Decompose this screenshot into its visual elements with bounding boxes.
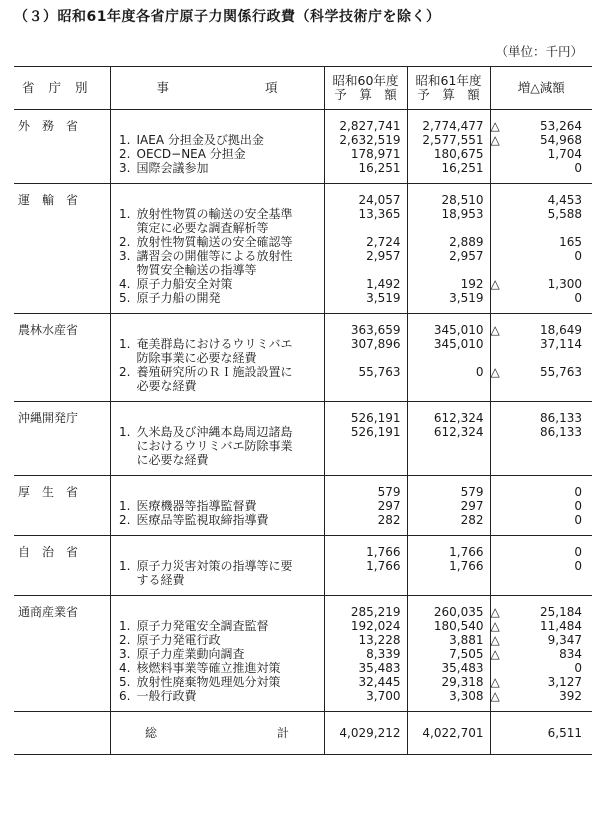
decrease-mark: △ [490,675,500,689]
header-fy60 [324,67,407,110]
item-text-line: 放射性物質輸送の安全確認等 [136,235,293,249]
item-text [137,337,293,365]
change-line [491,365,583,393]
fy61-value: 0 [475,365,484,379]
item-entry [111,689,324,703]
change-value: 0 [574,661,582,675]
header-fy61-line1: 昭和61年度 [415,73,482,88]
item-number: 6. [119,689,131,703]
change-line [491,207,583,235]
item-text-line: 原子力船安全対策 [136,277,233,291]
dept-name: 通商産業省 [18,605,79,619]
dept-row [14,184,592,314]
decrease-mark [491,485,505,499]
change-subtotal [491,545,583,559]
dept-name: 運 輸 省 [18,193,79,207]
item-number: 3. [119,647,131,661]
fy61-value: 297 [460,499,484,513]
fy60-subtotal: 1,766 [366,545,401,559]
item-text-line: 原子力産業動向調査 [136,647,245,661]
change-value: 5,588 [547,207,582,221]
fy60-value: 2,724 [366,235,401,249]
item-entry [111,661,324,675]
decrease-mark [491,661,505,675]
item-text [137,559,293,587]
decrease-mark [491,235,505,249]
change-cell [490,184,592,314]
item-number: 3. [119,249,131,263]
fy61-value: 2,889 [449,235,484,249]
decrease-mark [491,249,505,277]
fy61-subtotal: 28,510 [441,193,484,207]
fy60-cell [324,402,407,476]
change-value: 392 [559,689,582,703]
fy61-value: 180,540 [433,619,484,633]
fy61-subtotal: 579 [460,485,484,499]
fy60-cell [324,110,407,184]
dept-row [14,110,592,184]
item-number: 4. [119,661,131,675]
fy61-subtotal: 1,766 [449,545,484,559]
change-line [491,619,583,633]
decrease-mark: △ [490,619,500,633]
item-entry [111,133,324,147]
item-spacer [111,411,324,425]
change-subtotal [491,411,583,425]
header-item [110,67,324,110]
change-subtotal [491,193,583,207]
dept-section [14,402,592,476]
decrease-mark [491,147,505,161]
item-text-line: 放射性廃棄物処理処分対策 [136,675,281,689]
item-number: 3. [119,161,131,175]
dept-section [14,596,592,712]
item-text [137,365,293,393]
fy61-subtotal: 345,010 [433,323,484,337]
grand-total-row [14,712,592,755]
header-fy61-line2: 予 算 額 [417,87,480,102]
fy61-cell [407,476,490,536]
fy60-value: 16,251 [358,161,401,175]
change-subtotal [491,323,583,337]
item-cell [110,110,324,184]
dept-row [14,402,592,476]
change-line [491,675,583,689]
decrease-mark: △ [490,633,500,647]
item-number: 1. [119,425,131,439]
item-text-line: 放射性物質の輸送の安全基準 [136,207,293,221]
dept-section [14,476,592,536]
fy60-subtotal: 526,191 [350,411,401,425]
decrease-mark: △ [490,689,500,703]
change-subtotal [491,119,583,133]
change-value: 165 [559,235,582,249]
fy61-cell [407,536,490,596]
item-spacer [111,605,324,619]
item-text [137,147,246,161]
header-change: 増△減額 [490,67,592,110]
decrease-mark: △ [490,277,500,291]
item-cell [110,476,324,536]
change-line [491,661,583,675]
fy61-value: 282 [460,513,484,527]
decrease-mark [491,513,505,527]
change-value: 9,347 [547,633,582,647]
item-text-line: する経費 [136,573,185,587]
item-number: 2. [119,235,131,249]
decrease-mark [491,291,505,305]
change-line [491,235,583,249]
item-entry [111,365,324,393]
fy60-value: 282 [377,513,401,527]
fy60-subtotal: 285,219 [350,605,401,619]
fy61-value: 345,010 [433,337,484,351]
change-line [491,633,583,647]
fy61-subtotal: 2,774,477 [422,119,484,133]
fy61-value: 29,318 [441,675,484,689]
dept-name: 沖縄開発庁 [18,411,79,425]
item-number: 2. [119,365,131,379]
page-title: （３）昭和61年度各省庁原子力関係行政費（科学技術庁を除く） [14,9,441,25]
change-line [491,161,583,175]
fy61-subtotal: 612,324 [433,411,484,425]
change-value: 0 [574,161,582,175]
item-entry [111,277,324,291]
item-text-line: 防除事業に必要な経費 [136,351,257,365]
grand-total-label: 総 計 [110,712,324,755]
item-entry [111,499,324,513]
change-line [491,147,583,161]
item-entry [111,675,324,689]
fy61-value: 3,881 [449,633,484,647]
fy60-value: 1,766 [366,559,401,573]
header-row [14,67,592,110]
item-text [137,277,233,291]
item-text-line: 原子力船の開発 [136,291,221,305]
fy61-cell [407,314,490,402]
item-text-line: 講習会の開催等による放射性 [136,249,293,263]
item-text-line: 国際会議参加 [136,161,209,175]
item-entry [111,633,324,647]
item-text [137,513,269,527]
header-item-b: 項 [265,80,278,95]
item-text [137,425,293,467]
fy61-cell [407,402,490,476]
item-entry [111,291,324,305]
fy61-value: 18,953 [441,207,484,221]
item-text-line: 医療品等監視取締指導費 [136,513,269,527]
item-text [137,689,197,703]
fy60-value: 3,519 [366,291,401,305]
item-spacer [111,485,324,499]
change-value: 55,763 [540,365,582,379]
fy61-value: 3,308 [449,689,484,703]
dept-section [14,536,592,596]
item-number: 2. [119,147,131,161]
fy61-value: 192 [460,277,484,291]
fy61-value: 3,519 [449,291,484,305]
fy60-subtotal: 579 [377,485,401,499]
fy60-value: 526,191 [350,425,401,439]
fy60-value: 35,483 [358,661,401,675]
header-fy61 [407,67,490,110]
fy61-value: 1,766 [449,559,484,573]
item-text [137,133,264,147]
dept-section [14,184,592,314]
change-value: 25,184 [540,605,582,619]
decrease-mark [491,545,505,559]
item-text [137,249,293,277]
item-spacer [111,193,324,207]
item-number: 1. [119,133,131,147]
item-text [137,207,293,235]
item-text-line: 養殖研究所のＲＩ施設設置に [136,365,293,379]
item-entry [111,147,324,161]
fy60-cell [324,476,407,536]
item-text-line: 核燃料事業等確立推進対策 [136,661,281,675]
item-text [137,647,245,661]
change-line [491,559,583,587]
fy61-value: 2,577,551 [422,133,484,147]
change-value: 0 [574,291,582,305]
change-subtotal [491,605,583,619]
fy61-value: 2,957 [449,249,484,263]
decrease-mark: △ [490,365,500,379]
item-text-line: 医療機器等指導監督費 [136,499,257,513]
item-text-line: に必要な経費 [136,453,209,467]
dept-row [14,314,592,402]
change-value: 3,127 [547,675,582,689]
item-text [137,633,221,647]
change-cell [490,536,592,596]
item-entry [111,249,324,277]
item-entry [111,619,324,633]
item-number: 1. [119,207,131,221]
item-entry [111,337,324,365]
change-value: 86,133 [540,411,582,425]
fy60-value: 55,763 [358,365,401,379]
change-line [491,249,583,277]
item-cell [110,596,324,712]
item-cell [110,536,324,596]
item-number: 2. [119,513,131,527]
item-text [137,661,281,675]
item-text-line: 原子力発電行政 [136,633,221,647]
fy60-value: 13,228 [358,633,401,647]
change-cell [490,476,592,536]
change-value: 0 [574,559,582,573]
fy60-value: 3,700 [366,689,401,703]
item-entry [111,513,324,527]
item-text-line: 原子力災害対策の指導等に要 [136,559,293,573]
header-item-a: 事 [156,80,169,95]
decrease-mark: △ [490,133,500,147]
item-spacer [111,323,324,337]
fy60-value: 178,971 [350,147,401,161]
item-number: 4. [119,277,131,291]
item-text-line: 策定に必要な調査解析等 [136,221,269,235]
item-text-line: におけるウリミバエ防除事業 [136,439,293,453]
decrease-mark [491,411,505,425]
decrease-mark [491,559,505,587]
item-text [137,675,281,689]
header-fy60-line2: 予 算 額 [334,87,397,102]
item-number: 5. [119,291,131,305]
dept-section [14,314,592,402]
grand-total-fy61: 4,022,701 [407,712,490,755]
dept-name: 外 務 省 [18,119,79,133]
item-text-line: 必要な経費 [136,379,197,393]
fy60-value: 13,365 [358,207,401,221]
fy61-value: 612,324 [433,425,484,439]
item-cell [110,184,324,314]
decrease-mark [491,207,505,235]
change-value: 86,133 [540,425,582,439]
change-line [491,499,583,513]
item-text [137,291,221,305]
item-entry [111,235,324,249]
item-number: 2. [119,633,131,647]
decrease-mark: △ [490,605,500,619]
fy60-value: 192,024 [350,619,401,633]
decrease-mark: △ [490,323,500,337]
change-line [491,291,583,305]
fy61-value: 7,505 [449,647,484,661]
dept-row [14,596,592,712]
item-text [137,235,293,249]
change-cell [490,402,592,476]
dept-section [14,110,592,184]
item-text [137,161,209,175]
change-value: 834 [559,647,582,661]
item-number: 1. [119,619,131,633]
decrease-mark [491,193,505,207]
fy60-subtotal: 2,827,741 [339,119,401,133]
change-value: 0 [574,545,582,559]
item-text-line: 一般行政費 [136,689,197,703]
item-text-line: OECD−NEA 分担金 [136,147,246,161]
item-text [137,619,269,633]
change-value: 0 [574,249,582,263]
fy60-cell [324,184,407,314]
fy60-subtotal: 24,057 [358,193,401,207]
fy60-value: 307,896 [350,337,401,351]
decrease-mark: △ [490,119,500,133]
dept-name: 自 治 省 [18,545,79,559]
change-line [491,425,583,467]
fy61-cell [407,184,490,314]
change-value: 1,300 [547,277,582,291]
fy61-value: 180,675 [433,147,484,161]
item-number: 1. [119,337,131,351]
fy60-subtotal: 363,659 [350,323,401,337]
change-cell [490,110,592,184]
change-line [491,133,583,147]
dept-row [14,536,592,596]
item-number: 1. [119,559,131,573]
decrease-mark [491,425,505,467]
change-value: 37,114 [540,337,582,351]
change-line [491,513,583,527]
item-cell [110,314,324,402]
change-value: 1,704 [547,147,582,161]
grand-total-fy60: 4,029,212 [324,712,407,755]
header-fy60-line1: 昭和60年度 [332,73,399,88]
item-text-line: 原子力発電安全調査監督 [136,619,269,633]
item-spacer [111,545,324,559]
item-spacer [111,119,324,133]
change-line [491,337,583,365]
fy61-value: 16,251 [441,161,484,175]
change-value: 18,649 [540,323,582,337]
unit-label: （単位：千円） [495,44,583,59]
dept-row [14,476,592,536]
item-cell [110,402,324,476]
fy61-value: 35,483 [441,661,484,675]
item-text-line: 物質安全輸送の指導等 [136,263,257,277]
decrease-mark [491,337,505,365]
dept-name: 農林水産省 [18,323,79,337]
fy61-subtotal: 260,035 [433,605,484,619]
item-entry [111,207,324,235]
change-value: 54,968 [540,133,582,147]
item-number: 1. [119,499,131,513]
fy60-value: 2,632,519 [339,133,401,147]
fy60-value: 32,445 [358,675,401,689]
change-value: 11,484 [540,619,582,633]
change-line [491,647,583,661]
budget-table [14,66,592,755]
item-entry [111,647,324,661]
fy61-cell [407,110,490,184]
change-value: 0 [574,513,582,527]
decrease-mark: △ [490,647,500,661]
item-text-line: IAEA 分担金及び拠出金 [136,133,264,147]
change-cell [490,596,592,712]
fy60-value: 8,339 [366,647,401,661]
grand-total-change: 6,511 [490,712,592,755]
fy61-cell [407,596,490,712]
change-value: 53,264 [540,119,582,133]
decrease-mark [491,161,505,175]
grand-total-dept-cell [14,712,110,755]
fy60-value: 297 [377,499,401,513]
header-dept: 省庁別 [14,67,110,110]
item-entry [111,559,324,587]
item-text-line: 久米島及び沖縄本島周辺諸島 [136,425,293,439]
fy60-value: 2,957 [366,249,401,263]
change-line [491,277,583,291]
change-subtotal [491,485,583,499]
item-number: 5. [119,675,131,689]
item-text-line: 奄美群島におけるウリミバエ [136,337,293,351]
item-text [137,499,257,513]
change-value: 0 [574,485,582,499]
item-entry [111,425,324,467]
fy60-cell [324,536,407,596]
fy60-value: 1,492 [366,277,401,291]
fy60-cell [324,596,407,712]
decrease-mark [491,499,505,513]
fy60-cell [324,314,407,402]
change-line [491,689,583,703]
item-entry [111,161,324,175]
change-value: 4,453 [547,193,582,207]
change-cell [490,314,592,402]
dept-name: 厚 生 省 [18,485,79,499]
change-value: 0 [574,499,582,513]
